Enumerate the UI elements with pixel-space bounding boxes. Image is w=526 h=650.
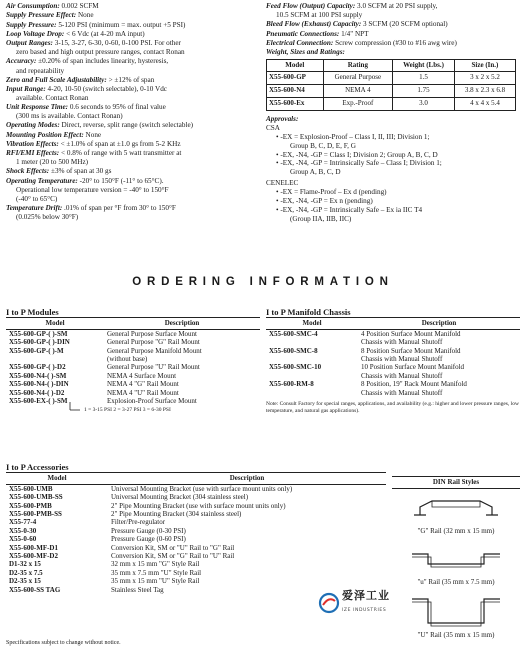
spec-value: None	[76, 11, 94, 20]
table-row	[6, 329, 260, 338]
u-rail-large-figure	[392, 591, 520, 631]
g-rail-label: "G" Rail (32 mm x 15 mm)	[417, 526, 495, 535]
col-description: Description	[108, 472, 386, 484]
model-cell: X55-600-SMC-8	[269, 346, 318, 355]
spec-value: ±0.20% of span includes linearity, hysteresis,	[36, 57, 169, 66]
spec-continuation: available. Contact Ronan	[16, 94, 89, 103]
table-row	[6, 338, 260, 346]
watermark-sub: IZE INDUSTRIES	[342, 608, 387, 613]
accessories-body	[6, 484, 386, 594]
model-cell: X55-600-SMC-10	[269, 363, 322, 372]
table-row	[6, 372, 260, 380]
table-cell: X55-600-Ex	[267, 97, 324, 110]
model-cell: X55-600-N4-( )-D2	[9, 388, 65, 397]
description-cell: Universal Mounting Bracket (use with surface mount units only)	[111, 484, 293, 493]
approval-line: • -EX = Flame-Proof – Ex d (pending)	[276, 188, 387, 197]
table-row	[266, 363, 520, 380]
table-row	[267, 71, 516, 84]
ip-modules-body	[6, 329, 260, 405]
spec-continuation: zero based and high output pressure ranges, contact Ronan	[16, 48, 185, 57]
description-cell: NEMA 4 "G" Rail Mount	[107, 380, 179, 389]
model-cell: D2-35 x 15	[9, 577, 41, 586]
spec-label: Weight, Sizes and Ratings:	[266, 48, 345, 57]
spec-label: Mounting Position Effect:	[6, 130, 84, 139]
ip-modules-heading: I to P Modules	[6, 307, 59, 317]
table-cell: General Purpose	[323, 71, 392, 84]
description-cell: Pressure Gauge (0-30 PSI)	[111, 526, 186, 535]
table-row	[266, 329, 520, 346]
spec-value: 4-20, 10-50 (switch selectable), 0-10 Vdc	[45, 84, 167, 93]
table-row	[267, 84, 516, 97]
description-cell: Stainless Steel Tag	[111, 585, 164, 594]
description-cell: 4 Position Surface Mount Manifold Chassis with Manual Shutoff	[361, 329, 461, 347]
u-rail-small-icon	[392, 540, 520, 576]
spec-label: Loop Voltage Drop:	[6, 29, 65, 38]
model-cell: X55-600-RM-8	[269, 380, 314, 389]
accessories-heading: I to P Accessories	[6, 462, 69, 472]
spec-item	[6, 76, 256, 85]
spec-label: Bleed Flow (Exhaust) Capacity:	[266, 20, 362, 29]
din-rail-section	[392, 476, 520, 640]
spec-item	[6, 57, 256, 66]
model-cell: D2-35 x 7.5	[9, 568, 43, 577]
model-cell: X55-600-PMB-SS	[9, 510, 62, 519]
spec-item	[6, 149, 256, 158]
description-cell: General Purpose "G" Rail Mount	[107, 338, 200, 347]
table-row	[266, 380, 520, 397]
spec-value: 3 SCFM (20 SCFM optional)	[361, 20, 448, 29]
description-cell: 8 Position Surface Mount Manifold Chassis with Manual Shutoff	[361, 346, 461, 364]
manifold-heading: I to P Manifold Chassis	[266, 307, 351, 317]
spec-continuation: (0.025% below 30°F)	[16, 213, 79, 222]
table-cell: 1.75	[393, 84, 455, 97]
specs-left	[6, 2, 256, 222]
spec-label: Vibration Effects:	[6, 139, 59, 148]
spec-value: < 0.8% of range with 5 watt transmitter at	[59, 149, 182, 158]
model-cell: X55-600-SS TAG	[9, 585, 61, 594]
ip-modules-section	[6, 308, 260, 419]
table-row	[6, 535, 386, 543]
description-cell: Universal Mounting Bracket (304 stainless steel)	[111, 493, 249, 502]
ordering-title: ORDERING INFORMATION	[132, 276, 394, 288]
description-cell: 8 Position, 19" Rack Mount Manifold Chassis with Manual Shutoff	[361, 380, 467, 397]
ip-modules-table	[6, 317, 260, 406]
description-cell: General Purpose "U" Rail Mount	[107, 363, 200, 372]
approval-sub: (Group IIA, IIB, IIC)	[290, 214, 352, 223]
spec-value: 3.0 SCFM at 20 PSI supply,	[355, 2, 438, 10]
description-cell: 35 mm x 15 mm "U" Style Rail	[111, 577, 200, 586]
col-model: Model	[266, 317, 358, 329]
table-row	[6, 518, 386, 526]
approval-sub: Group B, C, D, E, F, G	[290, 141, 356, 150]
table-row	[6, 527, 386, 535]
weights-header-cell: Size (In.)	[454, 60, 515, 72]
g-rail-icon	[392, 489, 520, 525]
approval-sub: Group A, B, C, D	[290, 168, 341, 177]
table-row	[6, 552, 386, 560]
table-row	[6, 347, 260, 364]
model-cell: X55-600-UMB-SS	[9, 493, 63, 502]
weights-table-header	[267, 60, 516, 72]
table-row	[6, 544, 386, 552]
approval-line: • -EX, -N4, -GP = Ex n (pending)	[276, 197, 373, 206]
spec-label: Shock Effects:	[6, 167, 50, 176]
spec-item	[6, 85, 256, 94]
din-rail-heading: DIN Rail Styles	[392, 476, 520, 489]
model-cell: X55-600-GP-( )-D2	[9, 363, 66, 372]
table-row	[6, 363, 260, 371]
spec-value: -20° to 150°F (-11° to 65°C).	[77, 176, 164, 185]
spec-value: ±3% of span at 30 gs	[49, 167, 112, 176]
csa-list	[266, 133, 522, 178]
spec-continuation: and repeatability	[16, 66, 65, 75]
col-model: Model	[6, 472, 108, 484]
manifold-note: Note: Consult Factory for special ranges, applications, and availability (e.g.: higher and lower pressure ranges, low temperature, and natural gas applications).	[266, 401, 519, 414]
spec-item	[266, 48, 522, 57]
description-cell: Conversion Kit, SM or "G" Rail to "U" Rail	[111, 552, 235, 561]
table-row	[6, 510, 386, 518]
spec-label: Feed Flow (Output) Capacity:	[266, 2, 356, 10]
accessories-table	[6, 472, 386, 594]
spec-value: 0.002 SCFM	[59, 2, 99, 10]
table-cell: 4 x 4 x 5.4	[454, 97, 515, 110]
approval-line: • -EX = Explosion-Proof – Class I, II, III; Division 1;	[276, 132, 430, 141]
description-cell: Filter/Pre-regulator	[111, 518, 166, 527]
cenelec-label: CENELEC	[266, 179, 299, 188]
model-cell: X55-0-30	[9, 526, 37, 535]
approval-line: • -EX, -N4, -GP = Class I; Division 2; Group A, B, C, D	[276, 150, 438, 159]
weights-header-cell: Weight (Lbs.)	[393, 60, 455, 72]
model-cell: X55-600-UMB	[9, 484, 53, 493]
description-cell: General Purpose Manifold Mount (without base)	[107, 346, 202, 364]
spec-item	[6, 11, 256, 20]
u-rail-small-label: "u" Rail (35 mm x 7.5 mm)	[417, 577, 495, 586]
table-row	[6, 502, 386, 510]
weights-header-cell: Rating	[323, 60, 392, 72]
model-cell: X55-0-60	[9, 535, 37, 544]
table-cell: 3.8 x 2.3 x 6.8	[454, 84, 515, 97]
description-cell: NEMA 4 Surface Mount	[107, 371, 177, 380]
table-row	[6, 389, 260, 397]
spec-value: < ±1.0% of span at ±1.0 gs from 5-2 KHz	[58, 139, 181, 148]
model-cell: X55-600-GP-( )-DIN	[9, 338, 70, 347]
table-row	[267, 97, 516, 110]
spec-continuation: 1 meter (20 to 500 MHz)	[16, 158, 89, 167]
spec-label: Operating Modes:	[6, 121, 60, 130]
spec-value: 0.6 seconds to 95% of final value	[68, 103, 166, 112]
col-model: Model	[6, 317, 104, 329]
table-cell: 3.0	[393, 97, 455, 110]
spec-item	[6, 204, 256, 213]
spec-item	[266, 30, 522, 39]
table-row	[266, 347, 520, 364]
table-cell: 1.5	[393, 71, 455, 84]
model-cell: X55-600-MF-D1	[9, 543, 58, 552]
g-rail-figure	[392, 489, 520, 527]
spec-item	[6, 140, 256, 149]
u-rail-large-icon	[392, 591, 520, 631]
model-cell: X55-600-GP-( )-SM	[9, 329, 68, 338]
spec-item	[6, 131, 256, 140]
table-cell: Exp.-Proof	[323, 97, 392, 110]
u-rail-large-label: "U" Rail (35 mm x 15 mm)	[417, 630, 495, 639]
spec-label: Supply Pressure:	[6, 20, 57, 29]
spec-item	[6, 177, 256, 186]
spec-value: 5-120 PSI (minimum = max. output +5 PSI)	[56, 20, 186, 29]
approvals-section	[266, 115, 522, 224]
model-cell: X55-600-GP-( )-M	[9, 346, 64, 355]
model-cell: X55-600-N4-( )-DIN	[9, 380, 69, 389]
spec-label: RFI/EMI Effects:	[6, 149, 60, 158]
description-cell: Pressure Gauge (0-60 PSI)	[111, 535, 186, 544]
range-key	[6, 405, 260, 419]
spec-continuation: (-40° to 65°C)	[16, 194, 58, 203]
spec-item	[6, 103, 256, 112]
spec-label: Unit Response Time:	[6, 103, 69, 112]
table-row	[6, 577, 386, 585]
manifold-table	[266, 317, 520, 397]
spec-value: < 6 Vdc (at 4-20 mA input)	[64, 29, 145, 38]
spec-item	[6, 39, 256, 48]
spec-label: Accuracy:	[6, 57, 37, 66]
table-row	[6, 380, 260, 388]
spec-label: Input Range:	[6, 84, 46, 93]
spec-item	[6, 167, 256, 176]
table-cell: X55-600-GP	[267, 71, 324, 84]
description-cell: Explosion-Proof Surface Mount	[107, 397, 197, 406]
col-description: Description	[358, 317, 520, 329]
weights-table-body	[267, 71, 516, 110]
range-note: 1 = 3-15 PSI 2 = 3-27 PSI 3 = 6-30 PSI	[84, 407, 171, 414]
cenelec-list	[266, 188, 522, 224]
footer-note: Specifications subject to change without notice.	[6, 640, 121, 646]
table-cell: NEMA 4	[323, 84, 392, 97]
spec-continuation: 10.5 SCFM at 100 PSI supply	[276, 11, 363, 20]
spec-label: Air Consumption:	[6, 2, 60, 10]
col-description: Description	[104, 317, 260, 329]
table-row	[6, 493, 386, 501]
manifold-section	[266, 308, 522, 414]
spec-value: .01% of span per °F from 30° to 150°F	[62, 203, 176, 212]
weights-table	[266, 59, 516, 111]
approval-line: • -EX, -N4, -GP = Intrinsically Safe – Class I; Division 1;	[276, 159, 442, 168]
table-cell: X55-600-N4	[267, 84, 324, 97]
model-cell: X55-77-4	[9, 518, 37, 527]
spec-item	[266, 2, 522, 11]
model-cell: X55-600-EX-( )-SM	[9, 397, 68, 406]
watermark-text: 爱泽工业	[342, 589, 390, 602]
model-cell: X55-600-MF-D2	[9, 552, 58, 561]
model-cell: D1-32 x 15	[9, 560, 41, 569]
spec-label: Operating Temperature:	[6, 176, 78, 185]
spec-label: Supply Pressure Effect:	[6, 11, 77, 20]
spec-item	[266, 20, 522, 29]
table-row	[6, 560, 386, 568]
spec-continuation: (300 ms is available. Contact Ronan)	[16, 112, 123, 121]
spec-value: > ±12% of span	[106, 75, 155, 84]
spec-label: Zero and Full Scale Adjustability:	[6, 75, 107, 84]
table-row	[6, 569, 386, 577]
spec-value: 1/4" NPT	[339, 29, 369, 38]
spec-value: None	[83, 130, 102, 139]
spec-value: Screw compression (#30 to #16 awg wire)	[333, 38, 457, 47]
description-cell: 10 Position Surface Mount Manifold Chassis with Manual Shutoff	[361, 363, 465, 380]
spec-label: Electrical Connection:	[266, 38, 334, 47]
description-cell: 2" Pipe Mounting Bracket (use with surface mount units only)	[111, 501, 286, 510]
description-cell: 32 mm x 15 mm "G" Style Rail	[111, 560, 200, 569]
u-rail-small-figure	[392, 540, 520, 578]
description-cell: General Purpose Surface Mount	[107, 329, 198, 338]
model-cell: X55-600-SMC-4	[269, 329, 318, 338]
spec-item	[6, 121, 256, 130]
approvals-heading: Approvals:	[266, 114, 299, 123]
model-cell: X55-600-PMB	[9, 501, 52, 510]
description-cell: NEMA 4 "U" Rail Mount	[107, 388, 179, 397]
spec-label: Pneumatic Connections:	[266, 29, 340, 38]
watermark-logo-icon	[318, 592, 340, 614]
spec-label: Temperature Drift:	[6, 203, 63, 212]
spec-label: Output Ranges:	[6, 39, 53, 48]
table-row	[6, 484, 386, 493]
spec-item	[266, 39, 522, 48]
accessories-section	[6, 463, 386, 594]
spec-item	[6, 21, 256, 30]
manifold-body	[266, 329, 520, 397]
spec-item	[6, 2, 256, 11]
table-cell: 3 x 2 x 5.2	[454, 71, 515, 84]
spec-value: Direct, reverse, split range (switch selectable)	[59, 121, 194, 130]
specs-right-list	[266, 2, 522, 57]
description-cell: 2" Pipe Mounting Bracket (304 stainless steel)	[111, 510, 242, 519]
description-cell: 35 mm x 7.5 mm "U" Style Rail	[111, 568, 202, 577]
weights-header-cell: Model	[267, 60, 324, 72]
watermark-logo	[320, 590, 400, 620]
spec-continuation: Operational low temperature version = -40° to 150°F	[16, 185, 169, 194]
csa-label: CSA	[266, 123, 280, 132]
description-cell: Conversion Kit, SM or "U" Rail to "G" Rail	[111, 543, 235, 552]
spec-item	[6, 30, 256, 39]
approval-line: • -EX, -N4, -GP = Intrinsically Safe – Ex ia IIC T4	[276, 205, 423, 214]
model-cell: X55-600-N4-( )-SM	[9, 371, 67, 380]
spec-value: 3-15, 3-27, 6-30, 0-60, 0-100 PSI. For other	[52, 39, 181, 48]
specs-right	[266, 2, 522, 224]
